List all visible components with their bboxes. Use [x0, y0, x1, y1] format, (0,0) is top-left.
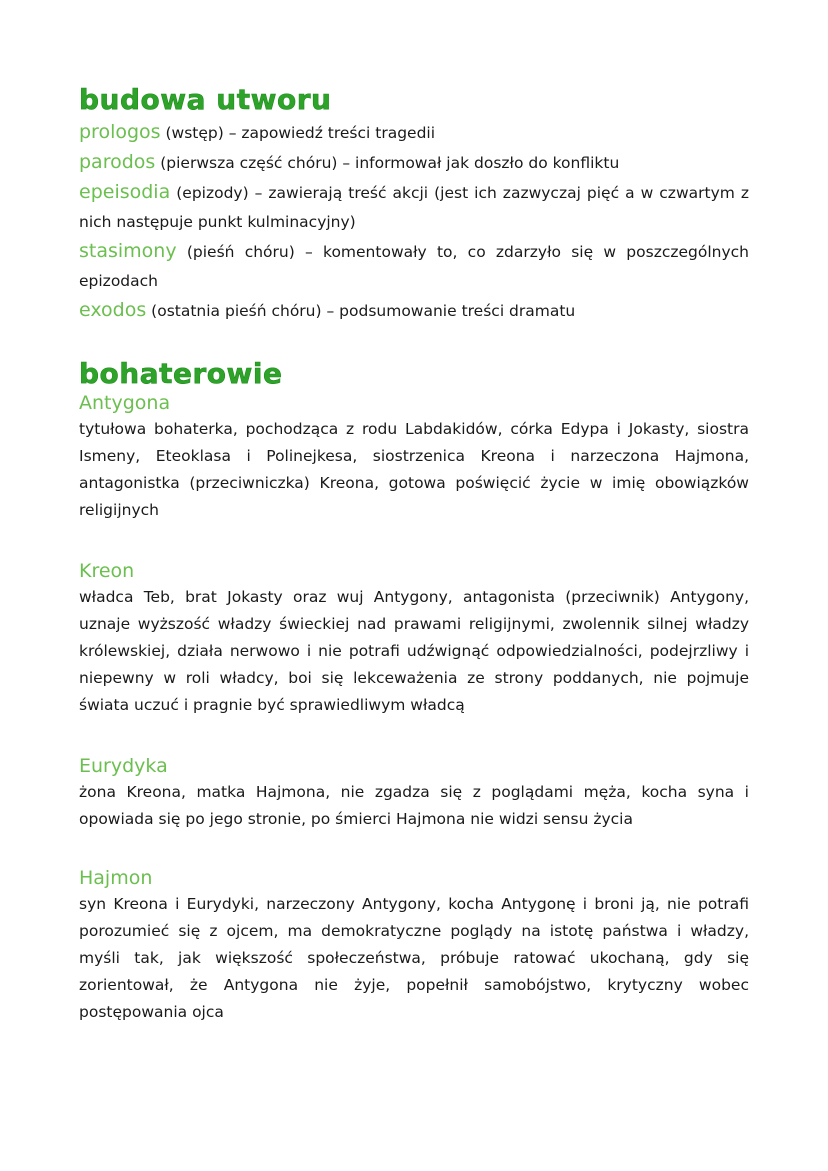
- character-description: władca Teb, brat Jokasty oraz wuj Antygony, antagonista (przeciwnik) Antygony, uznaje wyższość władzy świeckiej nad prawami religijnymi, zwolennik silnej władzy królewskiej, działa nerwowo i nie potrafi udźwignąć odpowiedzialności, podejrzliwy i niepewny w roli władcy, boi się lekceważenia ze strony poddanych, nie pojmuje świata uczuć i pragnie być sprawiedliwym władcą: [79, 588, 749, 714]
- character-description: tytułowa bohaterka, pochodząca z rodu Labdakidów, córka Edypa i Jokasty, siostra Ismeny, Eteoklasa i Polinejkesa, siostrzenica Kreona i narzeczona Hajmona, antagonistka (przeciwniczka) Kreona, gotowa poświęcić życie w imię obowiązków religijnych: [79, 420, 749, 519]
- term-label: stasimony: [79, 240, 177, 262]
- character-name: Eurydyka: [79, 755, 168, 777]
- character-name: Kreon: [79, 560, 135, 582]
- character-description: syn Kreona i Eurydyki, narzeczony Antygony, kocha Antygonę i broni ją, nie potrafi porozumieć się z ojcem, ma demokratyczne poglądy na istotę państwa i władzy, myśli tak, jak większość społeczeństwa, próbuje ratować ukochaną, gdy się zorientował, że Antygona nie żyje, popełnił samobójstwo, krytyczny wobec postępowania ojca: [79, 895, 749, 1021]
- term-description: (wstęp) – zapowiedź treści tragedii: [160, 124, 436, 142]
- structure-item-prologos: [79, 118, 749, 148]
- character-description: żona Kreona, matka Hajmona, nie zgadza się z poglądami męża, kocha syna i opowiada się po jego stronie, po śmierci Hajmona nie widzi sensu życia: [79, 783, 749, 828]
- structure-item-epeisodia: [79, 178, 749, 237]
- section-heading-characters: bohaterowie: [79, 357, 283, 390]
- structure-item-exodos: [79, 296, 749, 326]
- character-kreon: [79, 558, 749, 719]
- term-label: exodos: [79, 299, 147, 321]
- character-eurydyka: [79, 753, 749, 833]
- term-label: prologos: [79, 121, 161, 143]
- term-description: (epizody) – zawierają treść akcji (jest ich zazwyczaj pięć a w czwartym z nich następuje punkt kulminacyjny): [79, 184, 749, 231]
- structure-item-stasimony: [79, 237, 749, 296]
- term-description: (ostatnia pieśń chóru) – podsumowanie treści dramatu: [146, 302, 576, 320]
- term-description: (pierwsza część chóru) – informował jak doszło do konfliktu: [155, 154, 620, 172]
- section-heading-structure: budowa utworu: [79, 83, 332, 116]
- character-name: Hajmon: [79, 867, 153, 889]
- term-description: (pieśń chóru) – komentowały to, co zdarzyło się w poszczególnych epizodach: [79, 243, 749, 290]
- document-content: [79, 84, 749, 1026]
- character-name: Antygona: [79, 392, 171, 414]
- structure-item-parodos: [79, 148, 749, 178]
- character-hajmon: [79, 865, 749, 1026]
- term-label: epeisodia: [79, 181, 171, 203]
- term-label: parodos: [79, 151, 156, 173]
- character-antygona: [79, 390, 749, 524]
